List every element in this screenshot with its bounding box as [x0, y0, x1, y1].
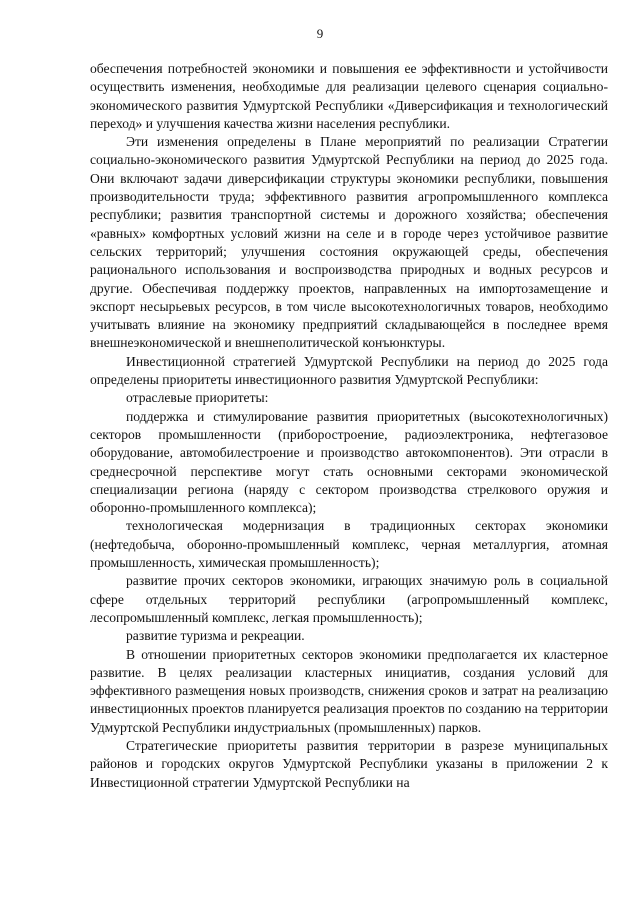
paragraph: Стратегические приоритеты развития территории в разрезе муниципальных районов и городских округов Удмуртской Республики указаны в приложении 2 к Инвестиционной стратегии Удмуртской Республики на: [90, 737, 608, 790]
list-item: поддержка и стимулирование развития приоритетных (высокотехнологичных) секторов промышленности (приборостроение, радиоэлектроника, нефтегазовое оборудование, автомобилестроение и производство автокомпонентов). Эти отрасли в среднесрочной перспективе могут стать основными секторами экономической специализации региона (наряду с сектором производства стрелкового оружия и оборонно-промышленного комплекса);: [90, 408, 608, 516]
list-item: развитие прочих секторов экономики, играющих значимую роль в социальной сфере отдельных территорий республики (агропромышленный комплекс, лесопромышленный комплекс, легкая промышленность);: [90, 573, 608, 625]
paragraph: обеспечения потребностей экономики и повышения ее эффективности и устойчивости осуществить изменения, необходимые для реализации целевого сценария социально-экономического развития Удмуртской Республики «Диверсификация и технологический переход» и улучшения качества жизни населения республики.: [90, 61, 608, 131]
list-item: технологическая модернизация в традиционных секторах экономики (нефтедобыча, оборонно-промышленный комплекс, черная металлургия, атомная промышленность, химическая промышленность);: [90, 518, 608, 571]
paragraph: отраслевые приоритеты:: [126, 390, 269, 406]
page-number: 9: [316, 26, 324, 41]
list-item: развитие туризма и рекреации.: [126, 628, 305, 644]
paragraph: Эти изменения определены в Плане мероприятий по реализации Стратегии социально-экономического развития Удмуртской Республики на период до 2025 года. Они включают задачи диверсификации структуры экономики республики, повышения производительности труда; эффективного развития агропромышленного комплекса республики; развития транспортной системы и дорожного хозяйства; обеспечения «равных» комфортных условий жизни на селе и в городе через устойчивое развитие сельских территорий; улучшения состояния окружающей среды, обеспечения рационального использования и воспроизводства природных и водных ресурсов и другие. Обеспечивая поддержку проектов, направленных на импортозамещение и экспорт несырьевых ресурсов, в том числе высокотехнологичных товаров, необходимо учитывать влияние на экономику предприятий складывающейся в последнее время внешнеэкономической и внешнеполитической конъюнктуры.: [90, 134, 608, 351]
paragraph: Инвестиционной стратегией Удмуртской Республики на период до 2025 года определены приоритеты инвестиционного развития Удмуртской Республики:: [90, 353, 608, 388]
document-body: [90, 60, 608, 792]
paragraph: В отношении приоритетных секторов экономики предполагается их кластерное развитие. В целях реализации кластерных инициатив, создания условий для эффективного размещения новых производств, снижения сроков и затрат на реализацию инвестиционных проектов планируется реализация проектов по созданию на территории Удмуртской Республики индустриальных (промышленных) парков.: [90, 646, 608, 735]
